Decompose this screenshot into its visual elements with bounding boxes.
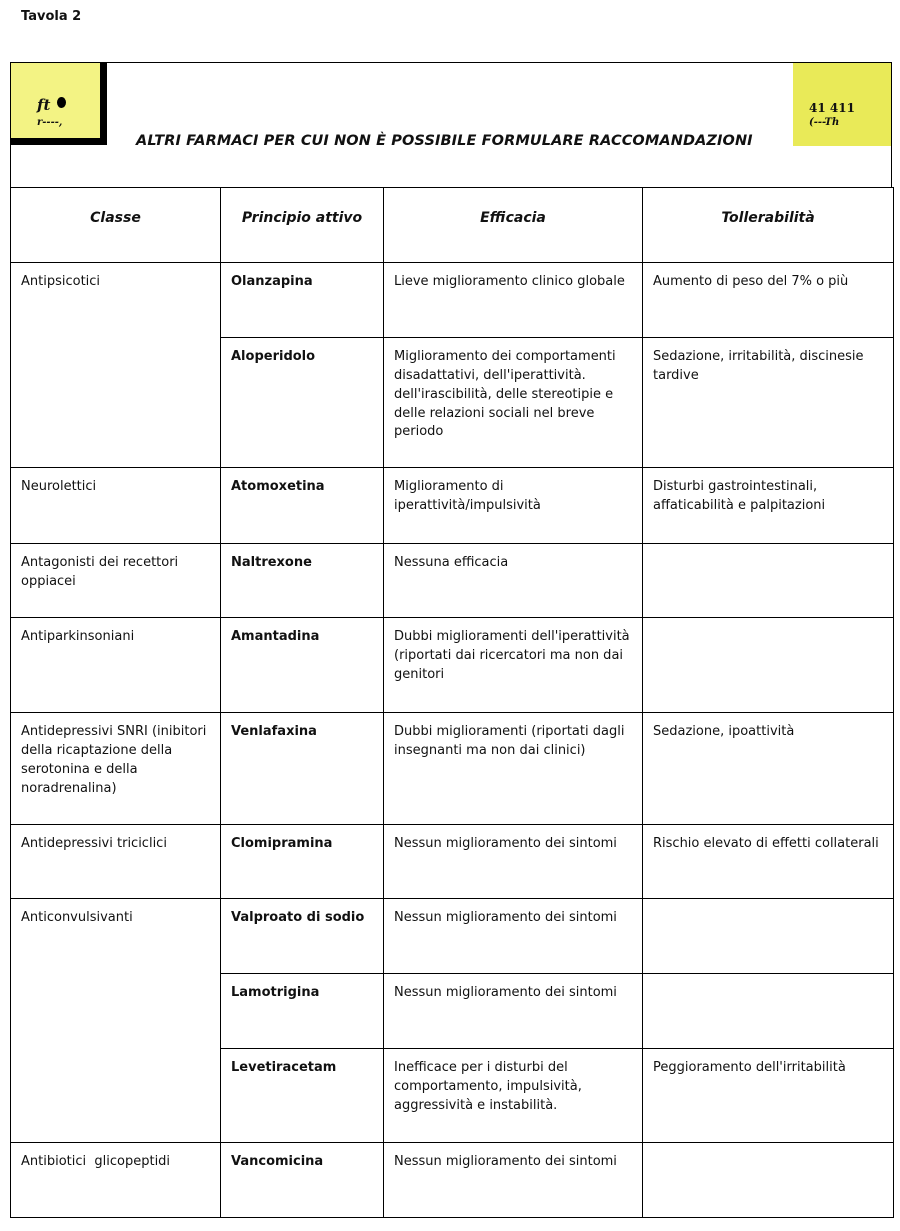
table-row [11,713,894,825]
drug-cell: Vancomicina [221,1143,384,1218]
column-header-tollerabilita: Tollerabilità [643,188,894,263]
table-row [11,468,894,544]
tolerability-cell: Aumento di peso del 7% o più [643,263,894,338]
class-cell: Neurolettici [11,468,221,544]
drug-cell: Clomipramina [221,825,384,899]
table-row [11,263,894,338]
efficacy-cell: Nessun miglioramento dei sintomi [384,1143,643,1218]
drug-cell: Levetiracetam [221,1049,384,1143]
tolerability-cell: Rischio elevato di effetti collaterali [643,825,894,899]
tolerability-cell [643,1143,894,1218]
tolerability-cell [643,618,894,713]
efficacy-cell: Nessun miglioramento dei sintomi [384,974,643,1049]
efficacy-cell: Dubbi miglioramenti (riportati dagli insegnanti ma non dai clinici) [384,713,643,825]
drug-cell: Valproato di sodio [221,899,384,974]
table-row [11,544,894,618]
class-cell: Antibiotici glicopeptidi [11,1143,221,1218]
drug-cell: Atomoxetina [221,468,384,544]
tolerability-cell [643,544,894,618]
drug-cell: Lamotrigina [221,974,384,1049]
medication-table [10,187,894,1218]
efficacy-cell: Nessuna efficacia [384,544,643,618]
right-logo-subtext: (---Th [809,117,840,128]
table-row [11,899,894,974]
tolerability-cell: Disturbi gastrointestinali, affaticabilità e palpitazioni [643,468,894,544]
class-cell: Antipsicotici [11,263,221,468]
logo-dot-icon [57,97,66,108]
efficacy-cell: Miglioramento di iperattività/impulsività [384,468,643,544]
table-title: ALTRI FARMACI PER CUI NON È POSSIBILE FORMULARE RACCOMANDAZIONI [136,133,753,149]
class-cell: Antiparkinsoniani [11,618,221,713]
efficacy-cell: Dubbi miglioramenti dell'iperattività (riportati dai ricercatori ma non dai genitori [384,618,643,713]
class-cell: Anticonvulsivanti [11,899,221,1143]
class-cell: Antidepressivi triciclici [11,825,221,899]
left-logo-subtext: r----, [37,117,63,128]
drug-cell: Naltrexone [221,544,384,618]
column-header-classe: Classe [11,188,221,263]
title-frame [10,62,892,188]
class-cell: Antagonisti dei recettori oppiacei [11,544,221,618]
table-header-row [11,188,894,263]
tolerability-cell: Sedazione, irritabilità, discinesie tardive [643,338,894,468]
drug-cell: Aloperidolo [221,338,384,468]
tolerability-cell: Peggioramento dell'irritabilità [643,1049,894,1143]
efficacy-cell: Inefficace per i disturbi del comportamento, impulsività, aggressività e instabilità. [384,1049,643,1143]
column-header-principio: Principio attivo [221,188,384,263]
drug-cell: Amantadina [221,618,384,713]
right-logo-badge [793,63,891,146]
efficacy-cell: Lieve miglioramento clinico globale [384,263,643,338]
efficacy-cell: Nessun miglioramento dei sintomi [384,825,643,899]
tolerability-cell [643,899,894,974]
efficacy-cell: Nessun miglioramento dei sintomi [384,899,643,974]
left-logo-text: ft [37,96,51,114]
table-row [11,825,894,899]
drug-cell: Venlafaxina [221,713,384,825]
left-logo-badge [11,63,107,145]
class-cell: Antidepressivi SNRI (inibitori della ricaptazione della serotonina e della noradrenalina) [11,713,221,825]
tolerability-cell: Sedazione, ipoattività [643,713,894,825]
efficacy-cell: Miglioramento dei comportamenti disadattativi, dell'iperattività. dell'irascibilità, delle stereotipie e delle relazioni sociali nel breve periodo [384,338,643,468]
tolerability-cell [643,974,894,1049]
column-header-efficacia: Efficacia [384,188,643,263]
page-label: Tavola 2 [21,9,82,24]
right-logo-text: 41 411 [809,101,855,115]
drug-cell: Olanzapina [221,263,384,338]
table-row [11,618,894,713]
table-row [11,1143,894,1218]
